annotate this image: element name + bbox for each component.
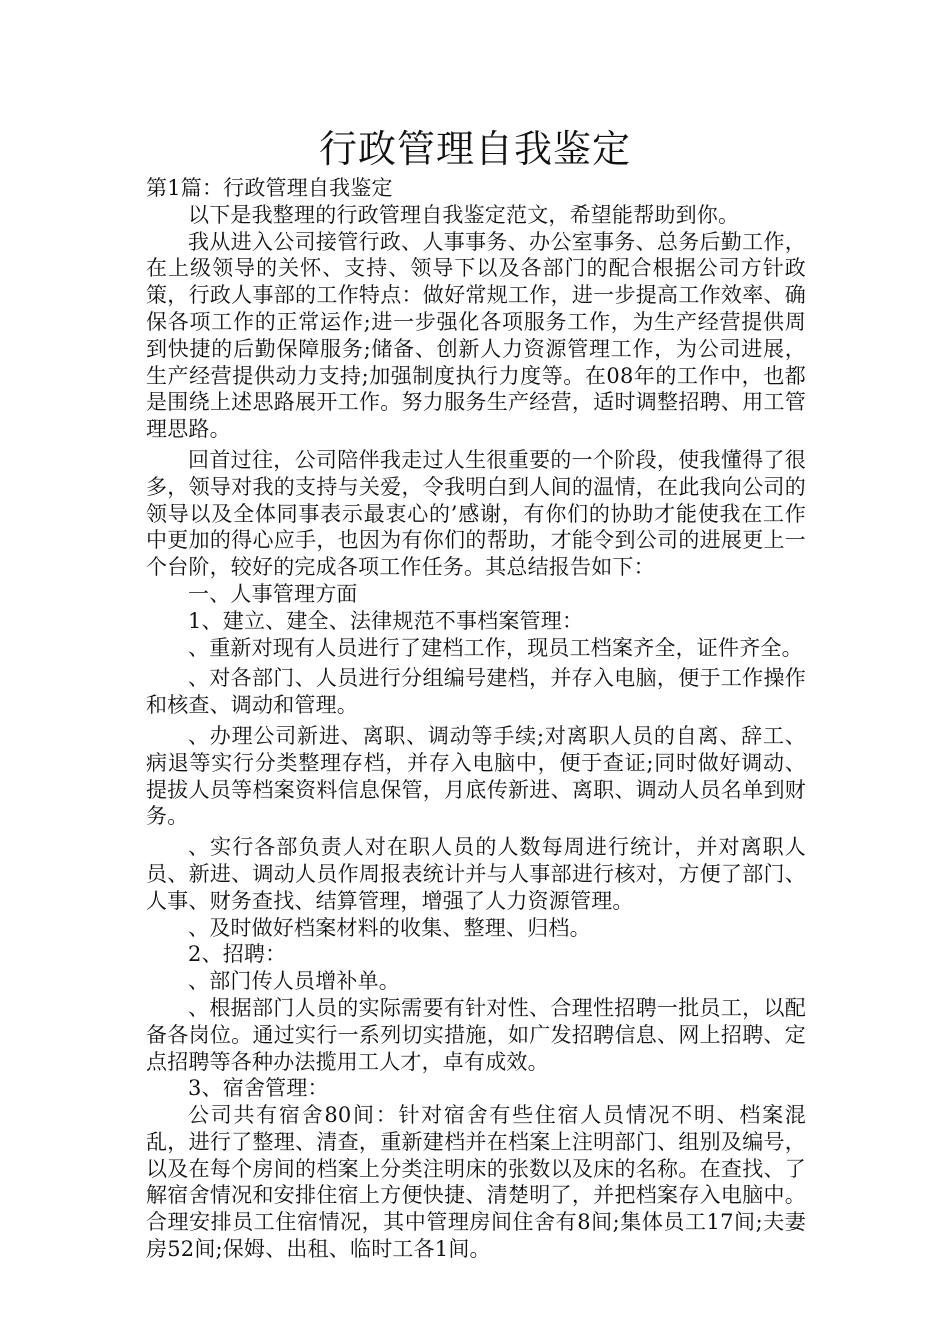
chapter-heading: 第1篇：行政管理自我鉴定 xyxy=(146,176,393,200)
list-item: 、根据部门人员的实际需要有针对性、合理性招聘一批员工，以配备各岗位。通过实行一系列切实措施，如广发招聘信息、网上招聘、定点招聘等各种办法揽用工人才，卓有成效。 xyxy=(146,995,806,1074)
list-item: 、办理公司新进、离职、调动等手续;对离职人员的自离、辞工、病退等实行分类整理存档，并存入电脑中，便于查证;同时做好调动、提拔人员等档案资料信息保管，月底传新进、离职、调动人员名单到财务。 xyxy=(146,723,806,829)
paragraph-dormitory: 公司共有宿舍80间：针对宿舍有些住宿人员情况不明、档案混乱，进行了整理、清查，重新建档并在档案上注明部门、组别及编号，以及在每个房间的档案上分类注明床的张数以及床的名称。在查找、了解宿舍情况和安排住宿上方便快捷、清楚明了，并把档案存入电脑中。合理安排员工住宿情况，其中管理房间住舍有8间;集体员工17间;夫妻房52间;保姆、出租、临时工各1间。 xyxy=(146,1103,806,1262)
list-item: 、及时做好档案材料的收集、整理、归档。 xyxy=(188,915,591,940)
subsection-heading-dormitory: 3、宿舍管理： xyxy=(188,1076,329,1101)
document-body xyxy=(146,175,806,1263)
paragraph-review: 回首过往，公司陪伴我走过人生很重要的一个阶段，使我懂得了很多，领导对我的支持与关爱，令我明白到人间的温情，在此我向公司的领导以及全体同事表示最衷心的’感谢，有你们的协助才能使我在工作中更加的得心应手，也因为有你们的帮助，才能令到公司的进展更上一个台阶，较好的完成各项工作任务。其总结报告如下： xyxy=(146,447,806,580)
subsection-heading-recruitment: 2、招聘： xyxy=(188,942,287,967)
paragraph-overview: 我从进入公司接管行政、人事事务、办公室事务、总务后勤工作，在上级领导的关怀、支持、领导下以及各部门的配合根据公司方针政策，行政人事部的工作特点：做好常规工作，进一步提高工作效率、确保各项工作的正常运作;进一步强化各项服务工作，为生产经营提供周到快捷的后勤保障服务;储备、创新人力资源管理工作，为公司进展，生产经营提供动力支持;加强制度执行力度等。在08年的工作中，也都是围绕上述思路展开工作。努力服务生产经营，适时调整招聘、用工管理思路。 xyxy=(146,229,806,442)
document-title: 行政管理自我鉴定 xyxy=(318,127,631,171)
subsection-heading-archives: 1、建立、建全、法律规范不事档案管理： xyxy=(188,608,584,633)
list-item: 、重新对现有人员进行了建档工作，现员工档案齐全，证件齐全。 xyxy=(188,635,803,660)
list-item: 、实行各部负责人对在职人员的人数每周进行统计，并对离职人员、新进、调动人员作周报表统计并与人事部进行核对，方便了部门、人事、财务查找、结算管理，增强了人力资源管理。 xyxy=(146,835,806,913)
list-item: 、部门传人员增补单。 xyxy=(188,969,400,994)
section-heading-hr: 一、人事管理方面 xyxy=(188,581,358,606)
intro-paragraph: 以下是我整理的行政管理自我鉴定范文，希望能帮助到你。 xyxy=(188,202,740,227)
list-item: 、对各部门、人员进行分组编号建档，并存入电脑，便于工作操作和核查、调动和管理。 xyxy=(146,666,806,718)
